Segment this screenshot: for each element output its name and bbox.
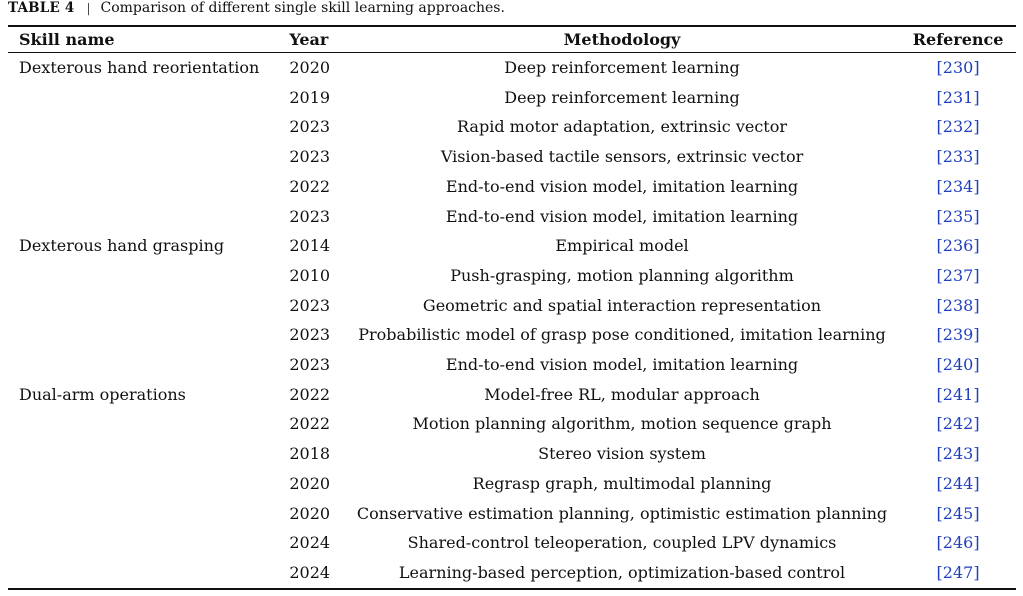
year-cell: 2023 bbox=[289, 117, 331, 137]
reference-link[interactable] bbox=[937, 207, 980, 226]
skill-name-cell bbox=[8, 469, 281, 499]
reference-number: 245 bbox=[942, 503, 974, 523]
reference-bracket-open: [ bbox=[936, 206, 943, 226]
year-cell: 2023 bbox=[289, 355, 331, 375]
reference-number: 239 bbox=[942, 325, 974, 345]
methodology-cell: Probabilistic model of grasp pose conditioned, imitation learning bbox=[358, 325, 886, 345]
methodology-cell: Push-grasping, motion planning algorithm bbox=[450, 265, 794, 285]
reference-cell bbox=[887, 172, 1016, 202]
year-cell: 2014 bbox=[289, 236, 331, 256]
reference-link[interactable] bbox=[937, 296, 980, 315]
table-row bbox=[8, 499, 1016, 529]
reference-bracket-open: [ bbox=[936, 562, 943, 582]
skill-name-cell bbox=[8, 439, 281, 469]
year-cell: 2018 bbox=[289, 444, 331, 464]
reference-bracket-open: [ bbox=[936, 355, 943, 375]
reference-bracket-open: [ bbox=[936, 414, 943, 434]
table-row bbox=[8, 528, 1016, 558]
reference-bracket-close: ] bbox=[973, 325, 980, 345]
methodology-cell: Empirical model bbox=[555, 236, 689, 256]
reference-link[interactable] bbox=[937, 236, 980, 255]
reference-bracket-open: [ bbox=[936, 87, 943, 107]
year-cell: 2019 bbox=[289, 87, 331, 107]
reference-bracket-open: [ bbox=[936, 295, 943, 315]
reference-link[interactable] bbox=[937, 504, 980, 523]
table-row bbox=[8, 231, 1016, 261]
reference-bracket-open: [ bbox=[936, 384, 943, 404]
methodology-cell: End-to-end vision model, imitation learning bbox=[445, 355, 799, 375]
reference-bracket-open: [ bbox=[936, 147, 943, 167]
reference-link[interactable] bbox=[937, 563, 980, 582]
methodology-cell: Rapid motor adaptation, extrinsic vector bbox=[457, 117, 787, 137]
table-label: TABLE 4 bbox=[8, 0, 75, 16]
year-cell: 2022 bbox=[289, 414, 331, 434]
skill-name-cell bbox=[8, 528, 281, 558]
column-header-year: Year bbox=[281, 26, 357, 53]
reference-cell bbox=[887, 469, 1016, 499]
reference-cell bbox=[887, 261, 1016, 291]
reference-bracket-close: ] bbox=[973, 384, 980, 404]
reference-cell bbox=[887, 439, 1016, 469]
skill-name-cell bbox=[8, 172, 281, 202]
skill-name-cell: Dexterous hand reorientation bbox=[19, 58, 260, 77]
reference-bracket-open: [ bbox=[936, 325, 943, 345]
reference-number: 234 bbox=[942, 176, 974, 196]
table-row bbox=[8, 469, 1016, 499]
skill-name-cell bbox=[8, 202, 281, 232]
reference-cell bbox=[887, 528, 1016, 558]
reference-bracket-close: ] bbox=[973, 444, 980, 464]
methodology-cell: Regrasp graph, multimodal planning bbox=[472, 473, 772, 493]
reference-bracket-open: [ bbox=[936, 58, 943, 77]
reference-bracket-open: [ bbox=[936, 176, 943, 196]
methodology-cell: Deep reinforcement learning bbox=[504, 87, 740, 107]
table-row bbox=[8, 142, 1016, 172]
table-row bbox=[8, 112, 1016, 142]
skill-name-cell: Dexterous hand grasping bbox=[19, 236, 225, 256]
table-body bbox=[8, 53, 1016, 589]
skill-name-cell bbox=[8, 142, 281, 172]
reference-number: 240 bbox=[942, 355, 974, 375]
reference-bracket-close: ] bbox=[973, 503, 980, 523]
caption-separator: | bbox=[86, 1, 91, 15]
table-row bbox=[8, 350, 1016, 380]
reference-bracket-open: [ bbox=[936, 117, 943, 137]
reference-number: 246 bbox=[942, 533, 974, 553]
reference-cell bbox=[887, 202, 1016, 232]
reference-bracket-open: [ bbox=[936, 236, 943, 256]
reference-bracket-close: ] bbox=[973, 236, 980, 256]
reference-cell bbox=[887, 53, 1016, 83]
reference-number: 237 bbox=[942, 265, 974, 285]
methodology-cell: Vision-based tactile sensors, extrinsic vector bbox=[440, 147, 804, 167]
year-cell: 2023 bbox=[289, 206, 331, 226]
table-row bbox=[8, 558, 1016, 589]
year-cell: 2022 bbox=[289, 176, 331, 196]
reference-bracket-close: ] bbox=[973, 87, 980, 107]
skill-name-cell bbox=[8, 112, 281, 142]
reference-link[interactable] bbox=[937, 355, 980, 374]
reference-number: 247 bbox=[942, 562, 974, 582]
reference-number: 235 bbox=[942, 206, 974, 226]
methodology-cell: Stereo vision system bbox=[538, 444, 706, 464]
reference-cell bbox=[887, 231, 1016, 261]
table-row bbox=[8, 53, 1016, 83]
methodology-cell: Geometric and spatial interaction representation bbox=[422, 295, 822, 315]
reference-bracket-close: ] bbox=[973, 206, 980, 226]
methodology-cell: Motion planning algorithm, motion sequence graph bbox=[412, 414, 832, 434]
table-row bbox=[8, 172, 1016, 202]
reference-link[interactable] bbox=[937, 147, 980, 166]
reference-bracket-open: [ bbox=[936, 444, 943, 464]
year-cell: 2023 bbox=[289, 147, 331, 167]
reference-bracket-open: [ bbox=[936, 533, 943, 553]
reference-number: 230 bbox=[942, 58, 974, 77]
reference-bracket-close: ] bbox=[973, 414, 980, 434]
reference-cell bbox=[887, 291, 1016, 321]
reference-cell bbox=[887, 558, 1016, 589]
reference-cell bbox=[887, 142, 1016, 172]
reference-cell bbox=[887, 350, 1016, 380]
reference-cell bbox=[887, 380, 1016, 410]
year-cell: 2020 bbox=[289, 503, 331, 523]
methodology-cell: Deep reinforcement learning bbox=[504, 58, 740, 77]
skill-name-cell bbox=[8, 261, 281, 291]
reference-link[interactable] bbox=[937, 177, 980, 196]
column-header-reference: Reference bbox=[887, 26, 1016, 53]
table-row bbox=[8, 202, 1016, 232]
reference-bracket-close: ] bbox=[973, 562, 980, 582]
skill-name-cell bbox=[8, 83, 281, 113]
reference-number: 238 bbox=[942, 295, 974, 315]
table-header-row bbox=[8, 26, 1016, 53]
table-row bbox=[8, 380, 1016, 410]
reference-bracket-close: ] bbox=[973, 58, 980, 77]
reference-bracket-open: [ bbox=[936, 503, 943, 523]
reference-link[interactable] bbox=[937, 533, 980, 552]
skill-name-cell bbox=[8, 499, 281, 529]
caption-text: Comparison of different single skill learning approaches. bbox=[100, 0, 505, 16]
reference-link[interactable] bbox=[937, 117, 980, 136]
reference-cell bbox=[887, 320, 1016, 350]
column-header-methodology: Methodology bbox=[357, 26, 887, 53]
table-row bbox=[8, 83, 1016, 113]
reference-number: 241 bbox=[942, 384, 974, 404]
reference-cell bbox=[887, 112, 1016, 142]
year-cell: 2020 bbox=[289, 58, 331, 77]
reference-bracket-close: ] bbox=[973, 176, 980, 196]
reference-number: 232 bbox=[942, 117, 974, 137]
reference-cell bbox=[887, 499, 1016, 529]
reference-number: 236 bbox=[942, 236, 974, 256]
reference-link[interactable] bbox=[937, 385, 980, 404]
reference-bracket-close: ] bbox=[973, 265, 980, 285]
reference-bracket-close: ] bbox=[973, 117, 980, 137]
column-header-skill-name: Skill name bbox=[8, 26, 281, 53]
reference-bracket-open: [ bbox=[936, 265, 943, 285]
table-row bbox=[8, 439, 1016, 469]
methodology-cell: Conservative estimation planning, optimistic estimation planning bbox=[356, 503, 888, 523]
reference-link[interactable] bbox=[937, 88, 980, 107]
reference-bracket-close: ] bbox=[973, 355, 980, 375]
reference-number: 243 bbox=[942, 444, 974, 464]
reference-link[interactable] bbox=[937, 474, 980, 493]
comparison-table bbox=[8, 25, 1016, 590]
year-cell: 2023 bbox=[289, 325, 331, 345]
methodology-cell: Shared-control teleoperation, coupled LPV dynamics bbox=[407, 533, 837, 553]
year-cell: 2024 bbox=[289, 533, 331, 553]
reference-bracket-close: ] bbox=[973, 473, 980, 493]
methodology-cell: End-to-end vision model, imitation learning bbox=[445, 176, 799, 196]
skill-name-cell bbox=[8, 558, 281, 589]
reference-number: 233 bbox=[942, 147, 974, 167]
year-cell: 2022 bbox=[289, 384, 331, 404]
year-cell: 2010 bbox=[289, 265, 331, 285]
skill-name-cell: Dual-arm operations bbox=[19, 384, 186, 404]
reference-link[interactable] bbox=[937, 325, 980, 344]
year-cell: 2024 bbox=[281, 558, 357, 589]
skill-name-cell bbox=[8, 350, 281, 380]
methodology-cell: Model-free RL, modular approach bbox=[484, 384, 760, 404]
table-row bbox=[8, 320, 1016, 350]
reference-number: 242 bbox=[942, 414, 974, 434]
skill-name-cell bbox=[8, 320, 281, 350]
table-row bbox=[8, 291, 1016, 321]
reference-bracket-open: [ bbox=[936, 473, 943, 493]
reference-number: 231 bbox=[942, 87, 974, 107]
methodology-cell: Learning-based perception, optimization-based control bbox=[357, 558, 887, 589]
reference-link[interactable] bbox=[937, 266, 980, 285]
reference-bracket-close: ] bbox=[973, 533, 980, 553]
skill-name-cell bbox=[8, 291, 281, 321]
methodology-cell: End-to-end vision model, imitation learning bbox=[445, 206, 799, 226]
reference-cell bbox=[887, 83, 1016, 113]
reference-link[interactable] bbox=[937, 444, 980, 463]
reference-number: 244 bbox=[942, 473, 974, 493]
reference-link[interactable] bbox=[937, 414, 980, 433]
year-cell: 2023 bbox=[289, 295, 331, 315]
reference-bracket-close: ] bbox=[973, 147, 980, 167]
year-cell: 2020 bbox=[289, 473, 331, 493]
table-row bbox=[8, 261, 1016, 291]
reference-cell bbox=[887, 409, 1016, 439]
table-caption bbox=[8, 0, 505, 18]
skill-name-cell bbox=[8, 409, 281, 439]
table-row bbox=[8, 409, 1016, 439]
reference-bracket-close: ] bbox=[973, 295, 980, 315]
reference-link[interactable] bbox=[937, 58, 980, 77]
